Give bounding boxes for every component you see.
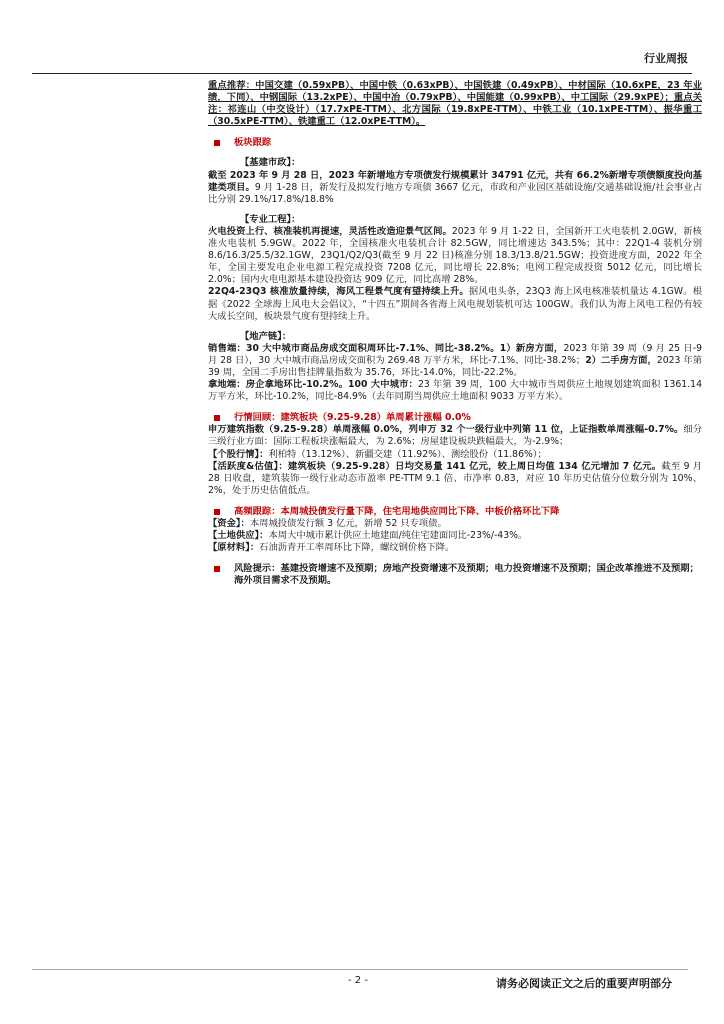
paragraph-land: 拿地端：房企拿地环比-10.2%。100 大中城市：23 年第 39 周，100 大中城市当周供应土地规划建筑面积 1361.14 万平方米，环比-10.2%，同比-84.9%（去年同期当周供应土地面积 9033 万平方米）。: [208, 379, 702, 403]
paragraph-thermal-power: 火电投资上行、核准装机再提速，灵活性改造迎景气区间。2023 年 9 月 1-22 日，全国新开工火电装机 2.0GW，新核准火电装机 5.9GW。2022 年，全国核准火电装机合计 82.5GW，同比增速达 343.5%；其中：22Q1-4 装机分别 8.6/16.3/25.5/32.1GW，23Q1/Q2/Q3(截至 9 月 22 日)核准分别 18.3/13.8/21.5GW；投资进度方面，2022 年全年，全国主要发电企业电源工程完成投资 7208 亿元，同比增长 22.8%；电网工程完成投资 5012 亿元，同比增长 2.0%；国内火电电源基本建设投资达 909 亿元，同比高增 28%。: [208, 225, 702, 286]
section-market-review: [234, 412, 702, 424]
paragraph-activity-valuation: 【活跃度&估值】：建筑板块（9.25-9.28）日均交易量 141 亿元，较上周日均值 134 亿元增加 7 亿元。截至 9 月 28 日收盘，建筑装饰一级行业动态市盈率 PE-TTM 9.1 倍、市净率 0.83，对应 10 年历史估值分位数分别为 10%、2%，处于历史估值低点。: [208, 460, 702, 496]
paragraph-raw-materials: 【原材料】：石油沥青开工率周环比下降，螺纹钢价格下降。: [208, 542, 455, 554]
section-high-frequency: [234, 506, 702, 518]
paragraph-offshore-wind: 22Q4-23Q3 核准放量持续，海风工程景气度有望持续上升。据风电头条，23Q3 海上风电核准装机量达 4.1GW。根据《2022 全球海上风电大会倡议》，“十四五”期间各省海上风电规划装机可达 100GW。我们认为海上风电工程仍有较大成长空间，板块景气度有望持续上升。: [208, 286, 702, 322]
risk-text: 风险提示：基建投资增速不及预期；房地产投资增速不及预期；电力投资增速不及预期；国企改革推进不及预期；海外项目需求不及预期。: [234, 563, 699, 587]
tag-specialized-engineering: 【专业工程】：: [240, 213, 301, 225]
paragraph-index-performance: 申万建筑指数（9.25-9.28）单周涨幅 0.0%，列申万 32 个一级行业中列第 11 位，上证指数单周涨幅-0.7%。细分三级行业方面：国际工程板块涨幅最大，为 2.6%；房屋建设板块跌幅最大，为-2.9%；: [208, 424, 702, 448]
paragraph-sales: 销售端：30 大中城市商品房成交面积周环比-7.1%、同比-38.2%。1）新房方面，2023 年第 39 周（9 月 25 日-9 月 28 日），30 大中城市商品房成交面积为 269.48 万平方米，环比-7.1%、同比-38.2%；2）二手房方面，2023 年第 39 周，全国二手房出售挂牌量指数为 35.76，环比-14.0%，同比-22.2%。: [208, 342, 702, 378]
section-title: 板块跟踪: [234, 137, 272, 149]
disclaimer-note: 请务必阅读正文之后的重要声明部分: [496, 977, 672, 990]
paragraph-funding: 【资金】：本周城投债发行额 3 亿元，新增 52 只专项债。: [208, 518, 447, 529]
key-recommendations: 重点推荐：中国交建（0.59xPB）、中国中铁（0.63xPB）、中国铁建（0.49xPB）、中材国际（10.6xPE，23 年业绩，下同）、中钢国际（13.2xPE）、中国中冶（0.79xPB）、中国能建（0.99xPB）、中工国际（29.9xPE）；重点关注：祁连山（中交设计）（17.7xPE-TTM）、北方国际（19.8xPE-TTM）、中铁工业（10.1xPE-TTM）、振华重工（30.5xPE-TTM）、铁建重工（12.0xPE-TTM）。: [208, 80, 702, 128]
paragraph-stock-moves: 【个股行情】：利柏特（13.12%）、新疆交建（11.92%）、测绘股份（11.86%）；: [208, 448, 547, 460]
header-title: 行业周报: [644, 52, 688, 65]
section-risk-warning: [234, 563, 702, 587]
header-divider: [32, 73, 692, 74]
section-bullet: [214, 566, 220, 572]
tag-infrastructure: 【基建市政】：: [240, 157, 301, 169]
section-sector-tracking: [234, 137, 702, 149]
tag-real-estate-chain: 【地产链】：: [240, 330, 292, 342]
page-number: - 2 -: [348, 975, 368, 986]
section-bullet: [214, 509, 220, 515]
section-bullet: [214, 415, 220, 421]
report-body: [208, 80, 702, 587]
paragraph-land-supply: 【土地供应】：本周大中城市累计供应土地建面/纯住宅建面同比-23%/-43%。: [208, 530, 528, 542]
footer-divider: [32, 969, 688, 970]
paragraph-special-bonds: 截至 2023 年 9 月 28 日，2023 年新增地方专项债发行规模累计 34791 亿元，共有 66.2%新增专项债额度投向基建类项目。9 月 1-28 日，新发行及拟发行地方专项债 3667 亿元，市政和产业园区基础设施/交通基础设施/社会事业占比分别 29.1%/17.8%/18.8%: [208, 169, 702, 205]
section-title: 行情回顾：建筑板块（9.25-9.28）单周累计涨幅 0.0%: [234, 412, 471, 424]
section-bullet: [214, 140, 220, 146]
section-title: 高频跟踪：本周城投债发行量下降，住宅用地供应同比下降、中板价格环比下降: [234, 505, 560, 517]
